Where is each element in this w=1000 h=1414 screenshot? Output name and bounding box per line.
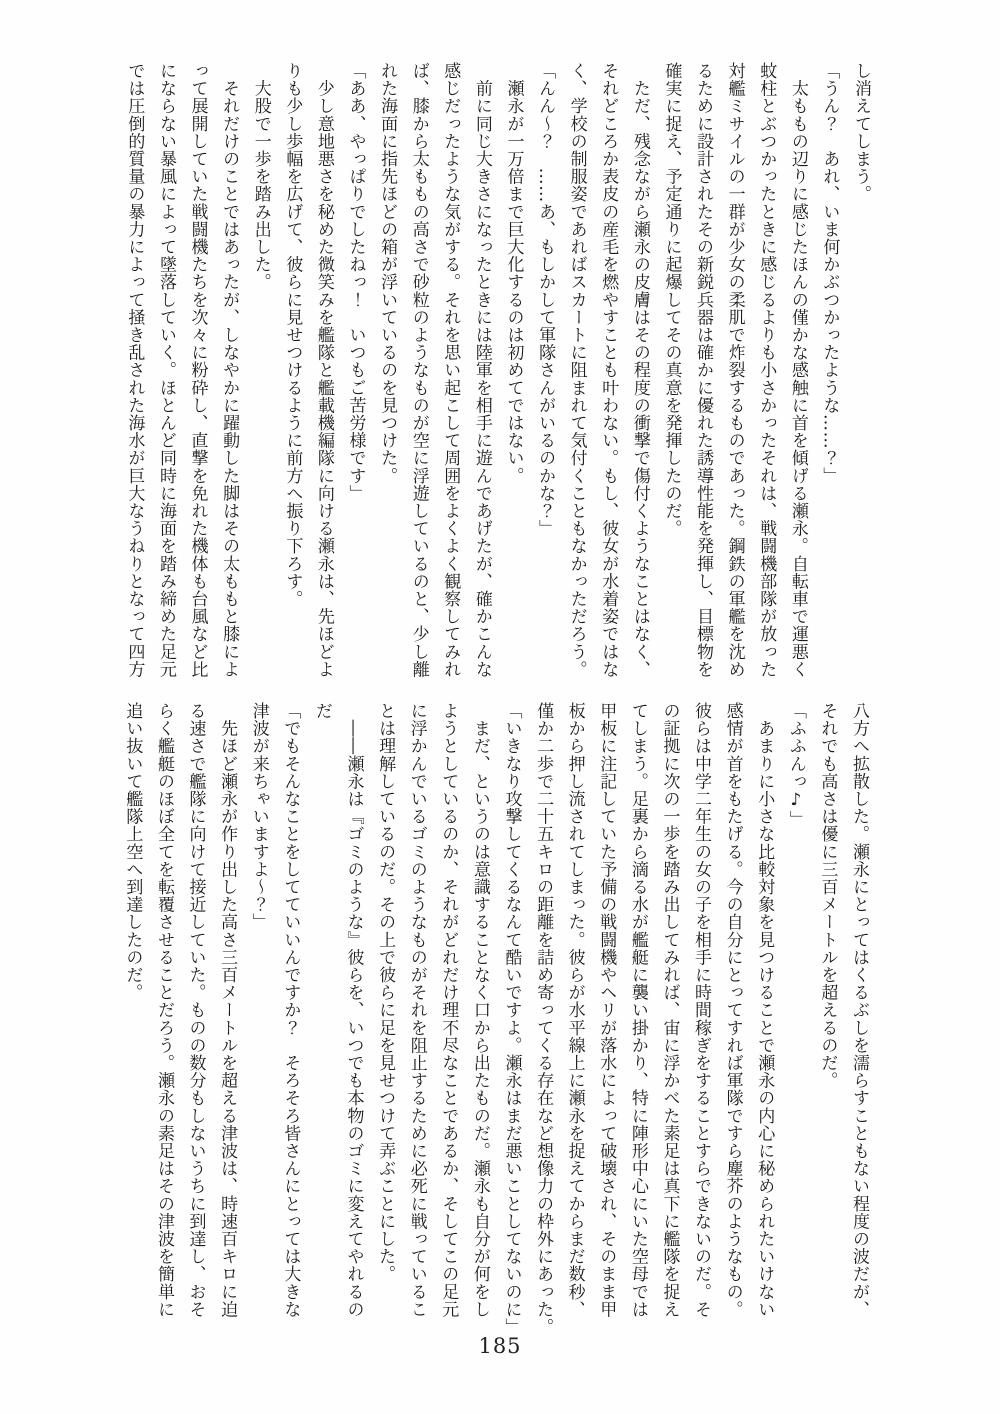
text-line: 「でもそんなことをしてていいんですか？ そろそろ皆さんにとっては大きな <box>280 702 301 1318</box>
text-line: てしまう。足裏から滴る水が艦艇に襲い掛かり、特に陣形中心にいた空母では <box>627 702 648 1318</box>
text-line: れた海面に指先ほどの箱が浮いているのを見つけた。 <box>377 62 398 485</box>
text-line: 八方へ拡散した。瀬永にとってはくるぶしを濡らすこともない程度の波だが、 <box>849 702 869 1318</box>
text-line: 「うん？ あれ、いま何かぶつかったような……？」 <box>819 62 840 485</box>
text-line: ――瀬永は『ゴミのような』彼らを、いつでも本物のゴミに変えてやれるの <box>343 702 364 1318</box>
text-line: の証拠に次の一歩を踏み出してみれば、宙に浮かべた素足は真下に艦隊を捉え <box>659 702 680 1318</box>
text-line: 少し意地悪さを秘めた微笑みを艦隊と艦載機編隊に向ける瀬永は、先ほどよ <box>313 62 334 678</box>
text-line: 確実に捉え、予定通りに起爆してその真意を発揮したのだ。 <box>661 62 682 538</box>
text-line: ただ、残念ながら瀬永の皮膚はその程度の衝撃で傷付くようなことはなく、 <box>629 62 650 678</box>
text-line: 「ふふんっ♪」 <box>785 702 806 829</box>
text-line: 感情が首をもたげる。今の自分にとってすれば軍隊ですら塵芥のようなもの。 <box>722 702 743 1318</box>
text-line: し消えてしまう。 <box>851 62 871 203</box>
text-line: 甲板に注記していた予備の戦闘機やヘリが落水によって破壊され、そのまま甲 <box>596 702 617 1318</box>
text-block-top <box>114 62 876 688</box>
text-line: 彼らは中学二年生の女の子を相手に時間稼ぎをすることすらできないのだ。そ <box>691 702 712 1318</box>
text-line: ようとしているのか、それがどれだけ理不尽なことであるか、そしてこの足元 <box>438 702 459 1318</box>
text-line: りも少し歩幅を広げて、彼らに見せつけるように前方へ振り下ろす。 <box>282 62 303 608</box>
text-line: 蚊柱とぶつかったときに感じるよりも小さかったそれは、戦闘機部隊が放った <box>756 62 777 678</box>
text-line: 「いきなり攻撃してくるなんて酷いですよ。瀬永はまだ悪いことしてないのに」 <box>501 702 522 1336</box>
text-line: とは理解しているのだ。その上で彼らに足を見せつけて弄ぶことにした。 <box>375 702 396 1283</box>
text-line: あまりに小さな比較対象を見つけることで瀬永の内心に秘められたいけない <box>754 702 775 1318</box>
text-line: 先ほど瀬永が作り出した高さ三百メートルを超える津波は、時速百キロに迫 <box>217 702 238 1318</box>
page-number: 185 <box>478 1334 522 1358</box>
text-line: 追い抜いて艦隊上空へ到達したのだ。 <box>122 702 143 1002</box>
text-line: だ <box>311 702 332 720</box>
text-line: 感じだったような気がする。それを思い起こして周囲をよくよく観察してみれ <box>440 62 461 678</box>
text-line: 津波が来ちゃいますよ〜？」 <box>248 702 269 931</box>
text-line: にならない暴風によって墜落していく。ほとんど同時に海面を踏み締めた足元 <box>155 62 176 678</box>
text-line: 対艦ミサイルの一群が少女の柔肌で炸裂するものであった。鋼鉄の軍艦を沈め <box>724 62 745 678</box>
text-line: に浮かんでいるゴミのようなものがそれを阻止するために必死に戦っているこ <box>406 702 427 1318</box>
text-line: 前に同じ大きさになったときには陸軍を相手に遊んであげたが、確かこんな <box>471 62 492 678</box>
text-line: 「ああ、やっぱりでしたねっ！ いつもご苦労様です」 <box>345 62 366 502</box>
text-line: 太ももの辺りに感じたほんの僅かな感触に首を傾げる瀬永。自転車で運悪く <box>787 62 808 678</box>
text-line: それでも高さは優に三百メートルを超えるのだ。 <box>817 702 838 1090</box>
text-line: 大股で一歩を踏み出した。 <box>250 62 271 291</box>
text-line: それどころか表皮の産毛を燃やすことも叶わない。もし、彼女が水着姿ではな <box>598 62 619 678</box>
text-line: では圧倒的質量の暴力によって掻き乱された海水が巨大なうねりとなって四方 <box>124 62 145 678</box>
text-line: るために設計されたその新鋭兵器は確かに優れた誘導性能を発揮し、目標物を <box>693 62 714 678</box>
text-line: らく艦艇のほぼ全てを転覆させることだろう。瀬永の素足はその津波を簡単に <box>153 702 174 1318</box>
text-line: 板から押し流されてしまった。彼らが水平線上に瀬永を捉えてからまだ数秒、 <box>564 702 585 1318</box>
text-block-bottom <box>112 702 874 1348</box>
text-line: 瀬永が一万倍まで巨大化するのは初めてではない。 <box>503 62 524 485</box>
text-line: 「んん〜？ ……あ、もしかして軍隊さんがいるのかな？」 <box>535 62 556 538</box>
text-line: 僅か二歩で二十五キロの距離を詰め寄ってくる存在など想像力の枠外にあった。 <box>533 702 554 1336</box>
text-line: ば、膝から太ももの高さで砂粒のようなものが空に浮遊しているのと、少し離 <box>408 62 429 678</box>
text-line: それだけのことではあったが、しなやかに躍動した脚はその太ももと膝によ <box>219 62 240 678</box>
text-line: く、学校の制服姿であればスカートに阻まれて気付くこともなかっただろう。 <box>566 62 587 678</box>
text-line: まだ、というのは意識することなく口から出たものだ。瀬永も自分が何をし <box>469 702 490 1318</box>
text-line: る速さで艦隊に向けて接近していた。ものの数分もしないうちに到達し、おそ <box>185 702 206 1318</box>
text-line: って展開していた戦闘機たちを次々に粉砕し、直撃を免れた機体も台風など比 <box>187 62 208 678</box>
